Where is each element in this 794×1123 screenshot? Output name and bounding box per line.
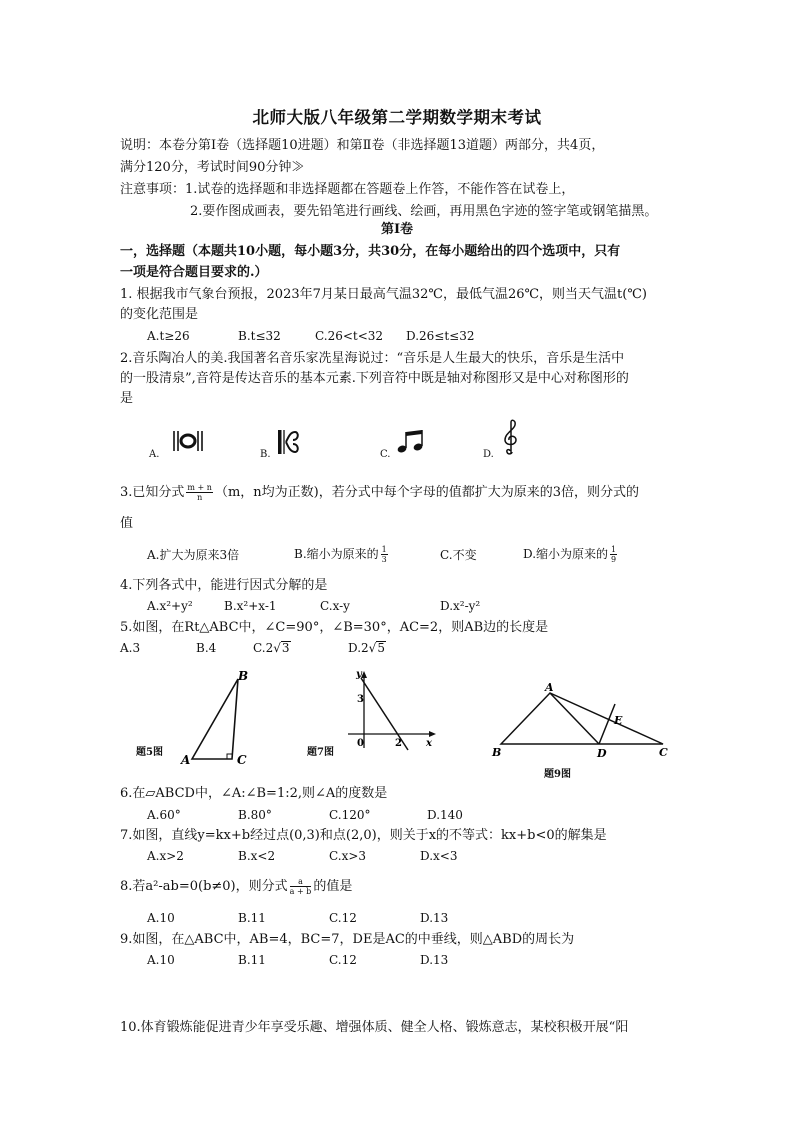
part-title: 第Ⅰ卷 xyxy=(380,222,414,237)
q9-option-b: B.11 xyxy=(238,953,266,967)
q3-option-b-numerator: 1 xyxy=(381,545,387,554)
q1-option-d: D.26≤t≤32 xyxy=(406,329,475,343)
q2-stem: 2.音乐陶冶人的美.我国著名音乐家冼星海说过：“音乐是人生最大的快乐，音乐是生活中 xyxy=(120,351,625,366)
q3-option-b-text: B.缩小为原来的 xyxy=(294,547,379,561)
q3-option-d xyxy=(523,545,619,564)
q6-option-b: B.80° xyxy=(238,808,272,822)
q2-option-b-label: B. xyxy=(260,449,271,460)
figure-9-caption: 题9图 xyxy=(544,769,571,780)
q3-option-d-numerator: 1 xyxy=(611,545,617,554)
q2-option-d-label: D. xyxy=(483,449,494,460)
q8-option-b: B.11 xyxy=(238,911,266,925)
fig9-label-e: E xyxy=(614,714,623,727)
q5-option-b: B.4 xyxy=(196,641,217,655)
q2-option-a-label: A. xyxy=(149,449,160,460)
q6-option-a: A.60° xyxy=(147,808,181,822)
figure-7-caption: 题7图 xyxy=(307,747,334,758)
q8-stem xyxy=(120,877,352,896)
figure-9-triangle xyxy=(488,680,678,762)
q1-option-c: C.26<t<32 xyxy=(315,329,384,343)
fig5-label-b: B xyxy=(238,669,249,683)
q8-option-c: C.12 xyxy=(329,911,357,925)
q4-option-b: B.x²+x-1 xyxy=(224,599,277,613)
q3-option-c: C.不变 xyxy=(440,548,477,562)
q9-option-d: D.13 xyxy=(420,953,449,967)
q3-option-b-fraction xyxy=(381,545,388,564)
q2-option-c-label: C. xyxy=(380,449,391,460)
q5-option-d-coef: D.2 xyxy=(348,641,369,655)
q4-option-a: A.x²+y² xyxy=(147,599,193,613)
section-1-heading: 一，选择题（本题共10小题，每小题3分，共30分，在每小题给出的四个选项中，只有 xyxy=(120,244,621,259)
fig9-label-c: C xyxy=(659,746,668,759)
q4-option-d: D.x²-y² xyxy=(440,599,481,613)
q8-option-a: A.10 xyxy=(147,911,175,925)
q7-option-a: A.x>2 xyxy=(147,849,184,863)
q3-option-a: A.扩大为原来3倍 xyxy=(147,548,240,562)
q2-stem-cont: 的一股清泉”,音符是传达音乐的基本元素.下列音符中既是轴对称图形又是中心对称图形的 xyxy=(120,371,629,386)
q8-fraction-denominator: a + b xyxy=(289,887,312,896)
q9-option-a: A.10 xyxy=(147,953,175,967)
fig9-label-a: A xyxy=(545,681,554,694)
q3-fraction-numerator: m + n xyxy=(187,483,212,492)
q5-option-d: D.2√5 xyxy=(348,641,385,655)
beamed-eighth-notes-icon xyxy=(396,428,426,454)
q3-stem-cont: 值 xyxy=(120,516,134,531)
q8-fraction xyxy=(290,877,312,896)
q7-option-b: B.x<2 xyxy=(238,849,276,863)
q3-option-b-denominator: 3 xyxy=(381,555,387,564)
figure-7-line-graph xyxy=(340,668,440,756)
intro-line-2: 满分120分，考试时间90分钟≫ xyxy=(120,160,305,175)
q8-stem-prefix: 8.若a²-ab=0(b≠0)，则分式 xyxy=(120,879,288,894)
q6-stem: 6.在▱ABCD中，∠A:∠B=1:2,则∠A的度数是 xyxy=(120,786,388,801)
q1-stem-cont: 的变化范围是 xyxy=(120,307,199,322)
q3-option-d-denominator: 9 xyxy=(611,555,617,564)
q2-stem-end: 是 xyxy=(120,391,134,406)
fig5-label-c: C xyxy=(237,753,247,767)
alto-clef-icon xyxy=(276,428,300,456)
q5-option-a: A.3 xyxy=(120,641,141,655)
notes-line-2: 2.要作图成画表，要先铅笔进行画线、绘画，再用黑色字迹的签字笔或钢笔描黑。 xyxy=(190,204,658,219)
q3-fraction xyxy=(186,483,213,502)
q7-option-c: C.x>3 xyxy=(329,849,367,863)
fig7-y-axis-label: y xyxy=(356,669,362,680)
figure-5-right-triangle xyxy=(170,667,250,771)
q6-option-d: D.140 xyxy=(427,808,463,822)
q8-stem-suffix: 的值是 xyxy=(313,879,353,894)
page-title: 北师大版八年级第二学期数学期末考试 xyxy=(252,108,542,127)
q1-option-b: B.t≤32 xyxy=(238,329,281,343)
q3-option-d-text: D.缩小为原来的 xyxy=(523,547,609,561)
notes-line-1: 注意事项：1.试卷的选择题和非选择题都在答题卷上作答，不能作答在试卷上， xyxy=(120,182,575,197)
q3-option-d-fraction xyxy=(610,545,617,564)
fig9-label-b: B xyxy=(492,746,502,759)
fig7-intercept-2: 2 xyxy=(395,738,402,749)
fig5-label-a: A xyxy=(181,753,191,767)
q8-fraction-numerator: a xyxy=(290,877,312,887)
q9-option-c: C.12 xyxy=(329,953,357,967)
q6-option-c: C.120° xyxy=(329,808,371,822)
treble-clef-icon xyxy=(500,418,522,456)
q5-stem: 5.如图，在Rt△ABC中，∠C=90°，∠B=30°，AC=2，则AB边的长度是 xyxy=(120,620,549,635)
q9-stem: 9.如图，在△ABC中，AB=4，BC=7，DE是AC的中垂线，则△ABD的周长为 xyxy=(120,932,575,947)
q7-option-d: D.x<3 xyxy=(420,849,458,863)
q7-stem: 7.如图，直线y=kx+b经过点(0,3)和点(2,0)，则关于x的不等式：kx+b<0的解集是 xyxy=(120,828,607,843)
q3-stem-suffix: （m，n均为正数)，若分式中每个字母的值都扩大为原来的3倍，则分式的 xyxy=(214,485,639,500)
figure-5-caption: 题5图 xyxy=(136,747,163,758)
q8-option-d: D.13 xyxy=(420,911,449,925)
q3-fraction-denominator: n xyxy=(197,493,203,502)
fig7-intercept-3: 3 xyxy=(357,694,364,705)
q5-option-c-radicand: 3 xyxy=(281,641,290,655)
q4-option-c: C.x-y xyxy=(320,599,350,613)
q3-stem-prefix: 3.已知分式 xyxy=(120,485,185,500)
q4-stem: 4.下列各式中，能进行因式分解的是 xyxy=(120,578,328,593)
q1-stem: 1. 根据我市气象台预报，2023年7月某日最高气温32℃，最低气温26℃，则当天气温t(℃) xyxy=(120,287,647,302)
q5-option-d-radicand: 5 xyxy=(377,641,385,655)
fig7-origin: 0 xyxy=(357,738,364,749)
q3-option-b xyxy=(294,545,390,564)
intro-line-1: 说明：本卷分第Ⅰ卷（选择题10进题）和第Ⅱ卷（非选择题13道题）两部分，共4页， xyxy=(120,138,605,153)
q5-option-c: C.2√3 xyxy=(253,641,290,655)
fig9-label-d: D xyxy=(597,747,607,760)
q5-option-c-coef: C.2 xyxy=(253,641,274,655)
q1-option-a: A.t≥26 xyxy=(147,329,190,343)
q10-stem: 10.体育锻炼能促进青少年享受乐趣、增强体质、健全人格、锻炼意志，某校积极开展“阳 xyxy=(120,1020,629,1035)
q3-stem xyxy=(120,483,639,502)
fig7-x-axis-label: x xyxy=(426,738,432,749)
section-1-heading-cont: 一项是符合题目要求的.） xyxy=(120,265,268,280)
whole-note-double-bar-icon xyxy=(170,428,210,454)
